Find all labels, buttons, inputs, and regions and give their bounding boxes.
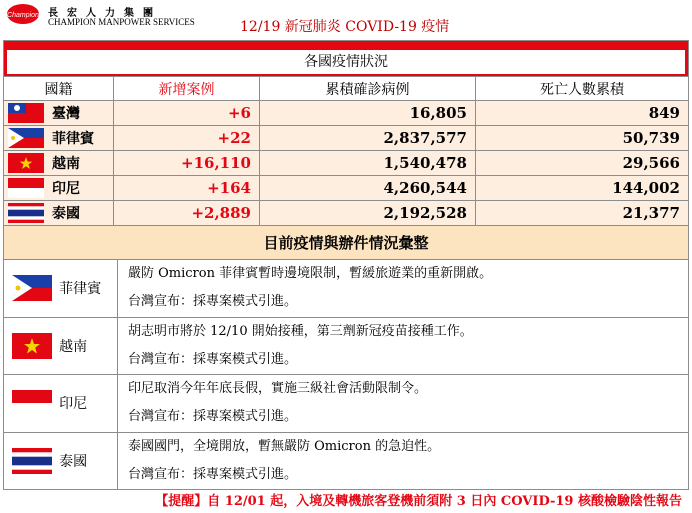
col-header-country: 國籍 <box>4 77 114 101</box>
deaths-value: 50,739 <box>476 126 689 151</box>
country-name: 泰國 <box>59 453 88 470</box>
total-cases-value: 4,260,544 <box>260 176 476 201</box>
taiwan-policy: 台灣宣布：採專案模式引進。 <box>128 466 298 482</box>
status-row-vietnam <box>4 317 689 375</box>
status-section-header <box>4 226 689 260</box>
deaths-value: 21,377 <box>476 201 689 226</box>
stats-row-thailand <box>4 201 689 226</box>
total-cases-value: 1,540,478 <box>260 151 476 176</box>
total-cases-value: 2,192,528 <box>260 201 476 226</box>
country-name: 印尼 <box>52 181 80 197</box>
status-detail: 嚴防 Omicron 菲律賓暫時邊境限制，暫緩旅遊業的重新開啟。 <box>128 266 493 282</box>
country-name: 越南 <box>59 338 88 355</box>
company-name-en: CHAMPION MANPOWER SERVICES <box>48 17 195 27</box>
new-cases-value: +16,110 <box>114 151 260 176</box>
taiwan-policy: 台灣宣布：採專案模式引進。 <box>128 409 298 425</box>
thailand-flag-icon <box>8 203 44 223</box>
stats-row-vietnam <box>4 151 689 176</box>
indonesia-flag-icon <box>8 178 44 198</box>
country-name: 泰國 <box>52 206 80 222</box>
country-name: 菲律賓 <box>59 281 102 298</box>
col-header-total-cases: 累積確診病例 <box>260 77 476 101</box>
status-row-indonesia <box>4 375 689 433</box>
stats-section-header <box>4 41 689 77</box>
status-detail: 泰國國門，全境開放，暫無嚴防 Omicron 的急迫性。 <box>128 438 441 454</box>
status-detail: 胡志明市將於 12/10 開始接種，第三劑新冠疫苗接種工作。 <box>128 323 473 339</box>
stats-row-philippines <box>4 126 689 151</box>
country-name: 印尼 <box>59 396 88 413</box>
col-header-new-cases: 新增案例 <box>114 77 260 101</box>
status-section-title: 目前疫情與辦件情況彙整 <box>4 226 689 260</box>
taiwan-policy: 台灣宣布：採專案模式引進。 <box>128 351 298 367</box>
new-cases-value: +22 <box>114 126 260 151</box>
new-cases-value: +6 <box>114 101 260 126</box>
total-cases-value: 2,837,577 <box>260 126 476 151</box>
status-row-thailand <box>4 432 689 490</box>
deaths-value: 849 <box>476 101 689 126</box>
status-row-philippines <box>4 260 689 318</box>
country-name: 菲律賓 <box>52 131 94 147</box>
philippines-flag-icon <box>8 128 44 148</box>
stats-row-taiwan <box>4 101 689 126</box>
deaths-value: 144,002 <box>476 176 689 201</box>
status-table <box>3 225 689 490</box>
status-detail: 印尼取消今年年底長假，實施三級社會活動限制令。 <box>128 381 428 397</box>
deaths-value: 29,566 <box>476 151 689 176</box>
thailand-flag-icon <box>12 448 52 474</box>
indonesia-flag-icon <box>12 390 52 416</box>
philippines-flag-icon <box>12 275 52 301</box>
col-header-deaths: 死亡人數累積 <box>476 77 689 101</box>
total-cases-value: 16,805 <box>260 101 476 126</box>
stats-row-indonesia <box>4 176 689 201</box>
country-name: 越南 <box>52 156 80 172</box>
stats-section-title: 各國疫情狀況 <box>7 50 685 74</box>
taiwan-policy: 台灣宣布：採專案模式引進。 <box>128 294 298 310</box>
footer-notice: 【提醒】自 12/01 起，入境及轉機旅客登機前須附 3 日內 COVID-19 核酸檢驗陰性報告 <box>155 494 682 509</box>
vietnam-flag-icon <box>12 333 52 359</box>
vietnam-flag-icon <box>8 153 44 173</box>
taiwan-flag-icon <box>8 103 44 123</box>
company-logo <box>6 3 40 25</box>
new-cases-value: +2,889 <box>114 201 260 226</box>
stats-table <box>3 40 689 226</box>
page-title: 12/19 新冠肺炎 COVID-19 疫情 <box>240 19 450 35</box>
stats-column-headers <box>4 77 689 101</box>
logo-text: Champion <box>7 12 39 19</box>
new-cases-value: +164 <box>114 176 260 201</box>
country-name: 臺灣 <box>52 106 80 122</box>
company-name-cn: 長宏人力集團 <box>48 8 162 19</box>
